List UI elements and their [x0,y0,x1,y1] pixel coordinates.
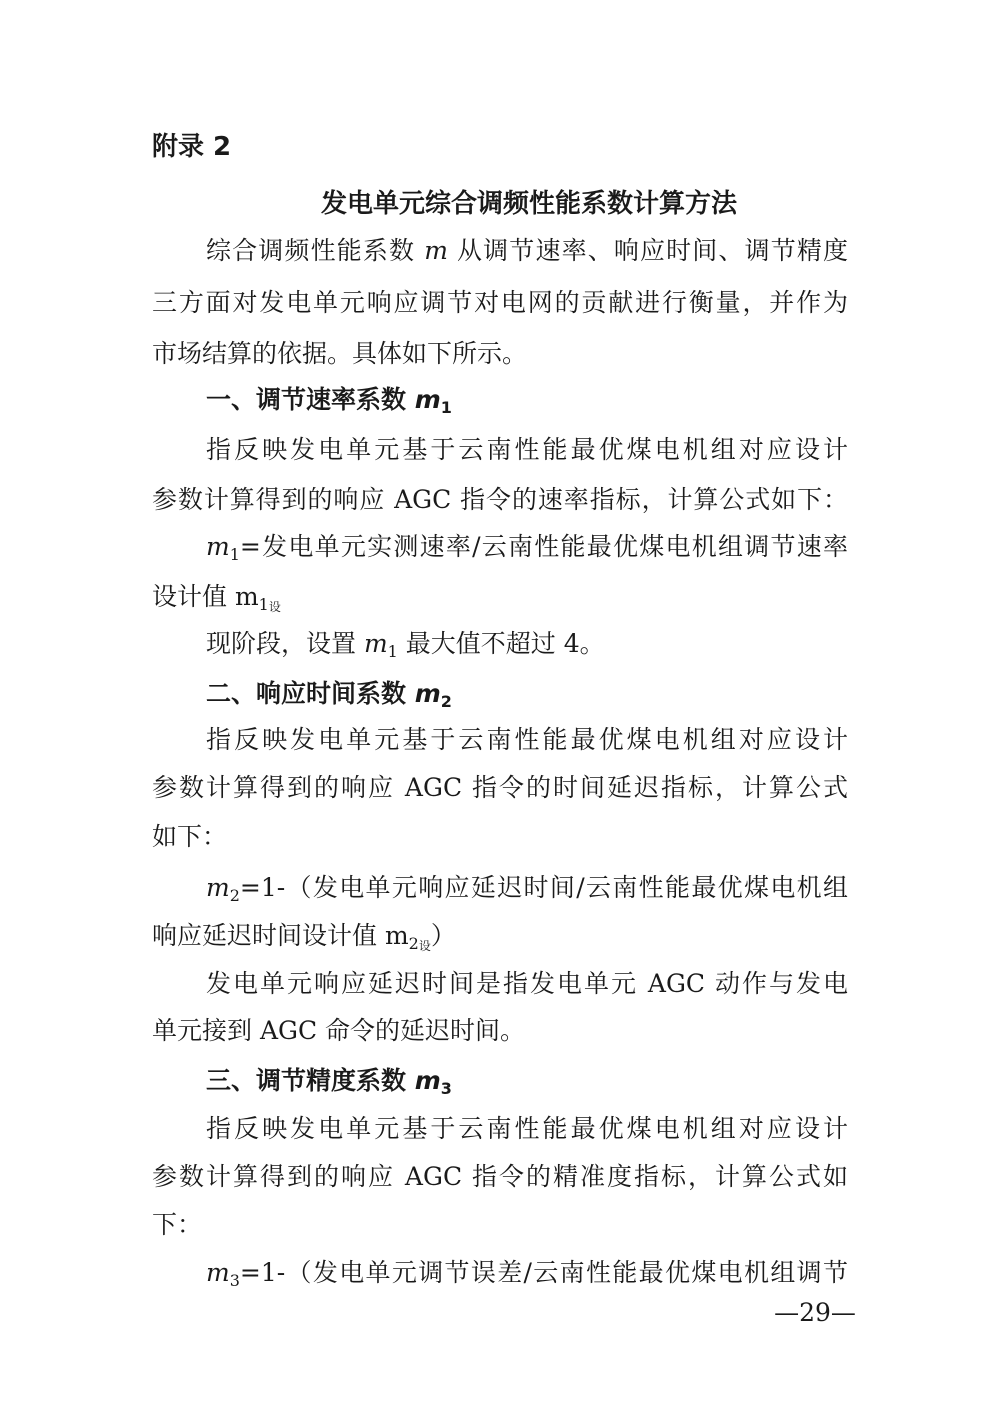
section-2-heading: 二、响应时间系数 $m_2$ [206,679,452,711]
section-2-desc-line-2: 单元接到 AGC 命令的延迟时间。 [152,1016,526,1045]
section-3-para-line-2: 参数计算得到的响应 AGC 指令的精准度指标，计算公式如 [152,1162,848,1191]
section-3-heading: 三、调节精度系数 $m_3$ [206,1066,452,1098]
page-title: 发电单元综合调频性能系数计算方法 [320,189,737,219]
section-2-para-line-2: 参数计算得到的响应 AGC 指令的时间延迟指标，计算公式 [152,773,848,802]
section-2-formula-line-1: $m_2=1-$（发电单元响应延迟时间/云南性能最优煤电机组 [206,873,848,905]
section-1-note: 现阶段，设置 $m_1$ 最大值不超过 4。 [206,629,605,661]
appendix-label: 附录 2 [152,132,232,162]
section-3-para-line-3: 下： [152,1210,203,1239]
section-2-desc-line-1: 发电单元响应延迟时间是指发电单元 AGC 动作与发电 [206,969,848,998]
section-2-para-line-3: 如下： [152,822,228,851]
section-1-para-line-1: 指反映发电单元基于云南性能最优煤电机组对应设计 [206,435,848,464]
section-3-formula-line-1: $m_3=1-$（发电单元调节误差/云南性能最优煤电机组调节 [206,1258,848,1290]
intro-line-3: 市场结算的依据。具体如下所示。 [152,339,528,368]
section-2-para-line-1: 指反映发电单元基于云南性能最优煤电机组对应设计 [206,725,848,754]
section-1-para-line-2: 参数计算得到的响应 AGC 指令的速率指标，计算公式如下： [152,485,848,514]
section-3-para-line-1: 指反映发电单元基于云南性能最优煤电机组对应设计 [206,1114,848,1143]
intro-line-2: 三方面对发电单元响应调节对电网的贡献进行衡量，并作为 [152,288,848,317]
section-1-formula-line-1: $m_1=$发电单元实测速率/云南性能最优煤电机组调节速率 [206,532,848,564]
intro-line-1: 综合调频性能系数 m 从调节速率、响应时间、调节精度 [206,236,848,265]
section-1-heading: 一、调节速率系数 $m_1$ [206,385,452,417]
page-number: —29— [774,1298,856,1327]
section-1-formula-line-2: 设计值 $m_{1设}$ [152,582,281,614]
section-2-formula-line-2: 响应延迟时间设计值 $m_{2设}$） [152,921,456,953]
